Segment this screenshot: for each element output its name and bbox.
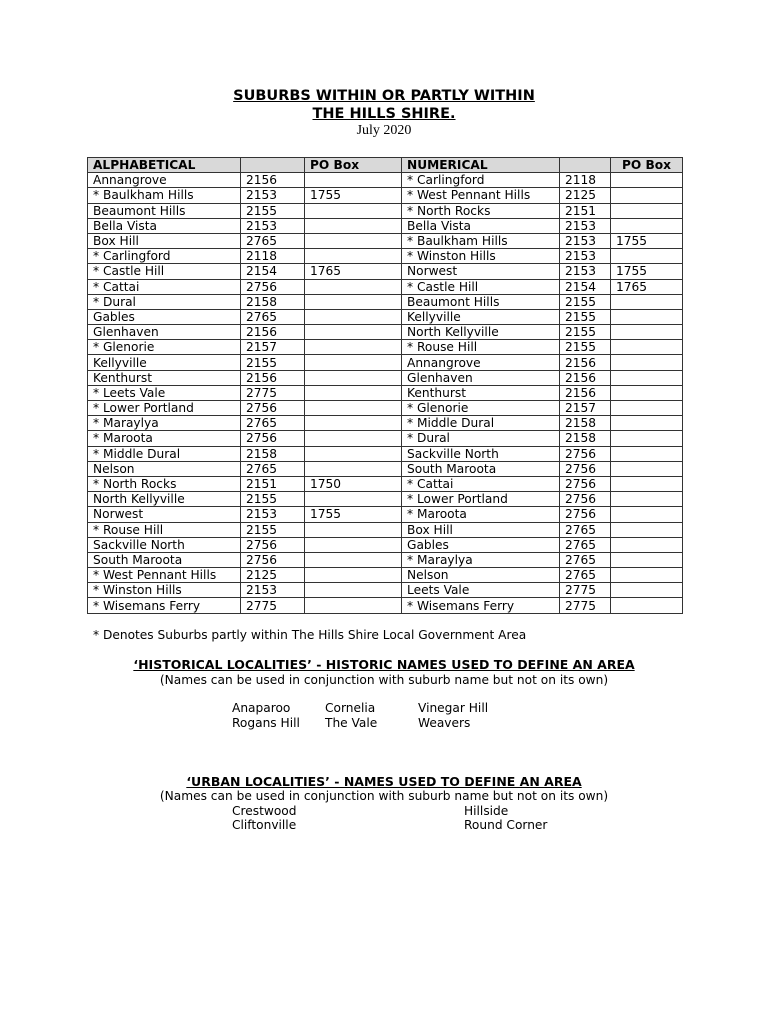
suburb-alphabetical-cell: North Kellyville bbox=[88, 492, 241, 507]
suburb-numerical-cell: * Dural bbox=[402, 431, 560, 446]
postcode-cell: 2756 bbox=[560, 476, 611, 491]
suburbs-table bbox=[87, 157, 683, 614]
postcode-cell: 2153 bbox=[241, 218, 305, 233]
suburb-numerical-cell: Leets Vale bbox=[402, 583, 560, 598]
postcode-cell: 2756 bbox=[241, 401, 305, 416]
po-box-cell bbox=[305, 309, 402, 324]
postcode-cell: 2155 bbox=[560, 294, 611, 309]
suburb-alphabetical-cell: * Rouse Hill bbox=[88, 522, 241, 537]
historical-localities-subtitle: (Names can be used in conjunction with suburb name but not on its own) bbox=[159, 673, 609, 687]
suburb-numerical-cell: Beaumont Hills bbox=[402, 294, 560, 309]
po-box-cell bbox=[611, 173, 683, 188]
suburb-numerical-cell: * Castle Hill bbox=[402, 279, 560, 294]
suburb-numerical-cell: Nelson bbox=[402, 568, 560, 583]
postcode-cell: 2756 bbox=[241, 537, 305, 552]
table-row bbox=[88, 507, 683, 522]
suburb-alphabetical-cell: Norwest bbox=[88, 507, 241, 522]
table-row bbox=[88, 203, 683, 218]
suburb-alphabetical-cell: * Dural bbox=[88, 294, 241, 309]
suburb-numerical-cell: * West Pennant Hills bbox=[402, 188, 560, 203]
po-box-cell bbox=[611, 476, 683, 491]
suburb-numerical-cell: Gables bbox=[402, 537, 560, 552]
postcode-cell: 2756 bbox=[241, 279, 305, 294]
po-box-cell bbox=[611, 355, 683, 370]
po-box-cell bbox=[611, 203, 683, 218]
postcode-cell: 2765 bbox=[241, 233, 305, 248]
postcode-cell: 2765 bbox=[241, 309, 305, 324]
suburb-numerical-cell: * Lower Portland bbox=[402, 492, 560, 507]
po-box-cell bbox=[611, 416, 683, 431]
table-row bbox=[88, 598, 683, 613]
suburb-alphabetical-cell: * Maraylya bbox=[88, 416, 241, 431]
postcode-cell: 2155 bbox=[241, 355, 305, 370]
postcode-cell: 2155 bbox=[560, 340, 611, 355]
po-box-cell bbox=[305, 370, 402, 385]
po-box-cell: 1755 bbox=[611, 264, 683, 279]
table-row bbox=[88, 552, 683, 567]
suburb-alphabetical-cell: Nelson bbox=[88, 461, 241, 476]
po-box-cell bbox=[305, 522, 402, 537]
suburb-numerical-cell: Kellyville bbox=[402, 309, 560, 324]
po-box-cell bbox=[611, 218, 683, 233]
table-row bbox=[88, 492, 683, 507]
table-row bbox=[88, 370, 683, 385]
document-date: July 2020 bbox=[356, 123, 412, 138]
suburb-alphabetical-cell: South Maroota bbox=[88, 552, 241, 567]
header-po-box-2: PO Box bbox=[611, 158, 683, 173]
postcode-cell: 2156 bbox=[560, 385, 611, 400]
postcode-cell: 2155 bbox=[241, 522, 305, 537]
postcode-cell: 2155 bbox=[241, 492, 305, 507]
po-box-cell bbox=[305, 203, 402, 218]
postcode-cell: 2158 bbox=[560, 416, 611, 431]
table-row bbox=[88, 325, 683, 340]
suburb-alphabetical-cell: Glenhaven bbox=[88, 325, 241, 340]
po-box-cell bbox=[305, 355, 402, 370]
postcode-cell: 2756 bbox=[560, 446, 611, 461]
suburb-alphabetical-cell: * West Pennant Hills bbox=[88, 568, 241, 583]
postcode-cell: 2125 bbox=[241, 568, 305, 583]
historical-locality: Rogans Hill bbox=[232, 716, 300, 730]
suburb-numerical-cell: Glenhaven bbox=[402, 370, 560, 385]
po-box-cell bbox=[611, 461, 683, 476]
po-box-cell bbox=[611, 583, 683, 598]
postcode-cell: 2765 bbox=[560, 537, 611, 552]
suburb-alphabetical-cell: * Wisemans Ferry bbox=[88, 598, 241, 613]
suburb-numerical-cell: Kenthurst bbox=[402, 385, 560, 400]
po-box-cell bbox=[305, 294, 402, 309]
table-body bbox=[88, 173, 683, 613]
suburb-alphabetical-cell: Beaumont Hills bbox=[88, 203, 241, 218]
postcode-cell: 2125 bbox=[560, 188, 611, 203]
postcode-cell: 2765 bbox=[241, 416, 305, 431]
header-postcode-2 bbox=[560, 158, 611, 173]
table-row bbox=[88, 416, 683, 431]
postcode-cell: 2155 bbox=[560, 325, 611, 340]
po-box-cell bbox=[611, 385, 683, 400]
po-box-cell bbox=[611, 249, 683, 264]
table-row bbox=[88, 583, 683, 598]
suburb-numerical-cell: Box Hill bbox=[402, 522, 560, 537]
po-box-cell bbox=[305, 461, 402, 476]
table-row bbox=[88, 279, 683, 294]
po-box-cell bbox=[611, 446, 683, 461]
postcode-cell: 2153 bbox=[560, 218, 611, 233]
po-box-cell bbox=[611, 370, 683, 385]
postcode-cell: 2756 bbox=[560, 461, 611, 476]
postcode-cell: 2156 bbox=[560, 355, 611, 370]
table-row bbox=[88, 446, 683, 461]
po-box-cell bbox=[305, 325, 402, 340]
postcode-cell: 2153 bbox=[241, 188, 305, 203]
postcode-cell: 2775 bbox=[241, 598, 305, 613]
postcode-cell: 2155 bbox=[241, 203, 305, 218]
suburb-alphabetical-cell: Kenthurst bbox=[88, 370, 241, 385]
postcode-cell: 2775 bbox=[560, 583, 611, 598]
suburb-alphabetical-cell: * Winston Hills bbox=[88, 583, 241, 598]
table-row bbox=[88, 461, 683, 476]
suburb-alphabetical-cell: * Leets Vale bbox=[88, 385, 241, 400]
suburb-numerical-cell: * Carlingford bbox=[402, 173, 560, 188]
suburb-alphabetical-cell: Sackville North bbox=[88, 537, 241, 552]
urban-locality: Crestwood bbox=[232, 804, 297, 818]
table-row bbox=[88, 218, 683, 233]
po-box-cell bbox=[305, 568, 402, 583]
table-row bbox=[88, 385, 683, 400]
postcode-cell: 2153 bbox=[560, 233, 611, 248]
suburb-alphabetical-cell: Bella Vista bbox=[88, 218, 241, 233]
po-box-cell bbox=[305, 416, 402, 431]
table-row bbox=[88, 401, 683, 416]
postcode-cell: 2775 bbox=[560, 598, 611, 613]
table-row bbox=[88, 294, 683, 309]
postcode-cell: 2158 bbox=[241, 294, 305, 309]
suburb-numerical-cell: * Baulkham Hills bbox=[402, 233, 560, 248]
historical-locality: Weavers bbox=[418, 716, 471, 730]
po-box-cell bbox=[305, 492, 402, 507]
po-box-cell bbox=[611, 492, 683, 507]
document-title-line-1: SUBURBS WITHIN OR PARTLY WITHIN bbox=[233, 88, 535, 104]
postcode-cell: 2157 bbox=[560, 401, 611, 416]
postcode-cell: 2118 bbox=[560, 173, 611, 188]
suburb-alphabetical-cell: Box Hill bbox=[88, 233, 241, 248]
po-box-cell bbox=[305, 537, 402, 552]
suburb-numerical-cell: North Kellyville bbox=[402, 325, 560, 340]
table-row bbox=[88, 264, 683, 279]
po-box-cell bbox=[305, 279, 402, 294]
postcode-cell: 2151 bbox=[560, 203, 611, 218]
po-box-cell bbox=[611, 401, 683, 416]
postcode-cell: 2155 bbox=[560, 309, 611, 324]
postcode-cell: 2156 bbox=[241, 370, 305, 385]
table-row bbox=[88, 188, 683, 203]
postcode-cell: 2154 bbox=[241, 264, 305, 279]
suburb-alphabetical-cell: * Castle Hill bbox=[88, 264, 241, 279]
suburb-alphabetical-cell: * Carlingford bbox=[88, 249, 241, 264]
historical-locality: The Vale bbox=[325, 716, 378, 730]
postcode-cell: 2153 bbox=[241, 583, 305, 598]
postcode-cell: 2156 bbox=[241, 173, 305, 188]
po-box-cell: 1765 bbox=[305, 264, 402, 279]
po-box-cell bbox=[611, 309, 683, 324]
postcode-cell: 2153 bbox=[241, 507, 305, 522]
table-row bbox=[88, 249, 683, 264]
po-box-cell bbox=[305, 446, 402, 461]
po-box-cell: 1755 bbox=[305, 507, 402, 522]
postcode-cell: 2153 bbox=[560, 249, 611, 264]
table-row bbox=[88, 537, 683, 552]
postcode-cell: 2156 bbox=[241, 325, 305, 340]
postcode-cell: 2756 bbox=[241, 431, 305, 446]
postcode-cell: 2775 bbox=[241, 385, 305, 400]
historical-locality: Cornelia bbox=[325, 701, 376, 715]
postcode-cell: 2118 bbox=[241, 249, 305, 264]
header-numerical: NUMERICAL bbox=[402, 158, 560, 173]
po-box-cell: 1755 bbox=[611, 233, 683, 248]
po-box-cell bbox=[611, 522, 683, 537]
historical-locality: Anaparoo bbox=[232, 701, 291, 715]
po-box-cell bbox=[305, 340, 402, 355]
po-box-cell bbox=[611, 188, 683, 203]
historical-localities-title: ‘HISTORICAL LOCALITIES’ - HISTORIC NAMES USED TO DEFINE AN AREA bbox=[133, 657, 635, 672]
po-box-cell: 1750 bbox=[305, 476, 402, 491]
table-row bbox=[88, 568, 683, 583]
po-box-cell bbox=[611, 507, 683, 522]
urban-locality: Hillside bbox=[464, 804, 509, 818]
table-row bbox=[88, 355, 683, 370]
po-box-cell bbox=[305, 249, 402, 264]
suburb-numerical-cell: * North Rocks bbox=[402, 203, 560, 218]
suburb-alphabetical-cell: * Middle Dural bbox=[88, 446, 241, 461]
po-box-cell bbox=[305, 385, 402, 400]
po-box-cell bbox=[305, 598, 402, 613]
po-box-cell bbox=[305, 173, 402, 188]
po-box-cell bbox=[611, 325, 683, 340]
po-box-cell bbox=[611, 568, 683, 583]
po-box-cell bbox=[611, 294, 683, 309]
po-box-cell bbox=[305, 218, 402, 233]
table-row bbox=[88, 340, 683, 355]
suburb-numerical-cell: * Winston Hills bbox=[402, 249, 560, 264]
postcode-cell: 2157 bbox=[241, 340, 305, 355]
postcode-cell: 2156 bbox=[560, 370, 611, 385]
po-box-cell bbox=[305, 583, 402, 598]
suburb-numerical-cell: Sackville North bbox=[402, 446, 560, 461]
postcode-cell: 2158 bbox=[560, 431, 611, 446]
suburb-alphabetical-cell: Annangrove bbox=[88, 173, 241, 188]
suburb-numerical-cell: Annangrove bbox=[402, 355, 560, 370]
suburb-numerical-cell: * Maraylya bbox=[402, 552, 560, 567]
po-box-cell bbox=[305, 233, 402, 248]
urban-localities-subtitle: (Names can be used in conjunction with suburb name but not on its own) bbox=[159, 789, 609, 803]
suburb-numerical-cell: Bella Vista bbox=[402, 218, 560, 233]
postcode-cell: 2765 bbox=[560, 522, 611, 537]
suburb-alphabetical-cell: * Maroota bbox=[88, 431, 241, 446]
po-box-cell bbox=[611, 552, 683, 567]
postcode-cell: 2154 bbox=[560, 279, 611, 294]
table-row bbox=[88, 233, 683, 248]
urban-localities-title: ‘URBAN LOCALITIES’ - NAMES USED TO DEFINE AN AREA bbox=[186, 774, 582, 789]
po-box-cell bbox=[305, 401, 402, 416]
postcode-cell: 2765 bbox=[560, 568, 611, 583]
postcode-cell: 2153 bbox=[560, 264, 611, 279]
historical-locality: Vinegar Hill bbox=[418, 701, 489, 715]
po-box-cell: 1765 bbox=[611, 279, 683, 294]
postcode-cell: 2158 bbox=[241, 446, 305, 461]
po-box-cell bbox=[305, 431, 402, 446]
postcode-cell: 2756 bbox=[560, 507, 611, 522]
header-po-box-1: PO Box bbox=[305, 158, 402, 173]
po-box-cell bbox=[305, 552, 402, 567]
footnote: * Denotes Suburbs partly within The Hills Shire Local Government Area bbox=[93, 628, 527, 642]
po-box-cell bbox=[611, 340, 683, 355]
table-row bbox=[88, 431, 683, 446]
table-row bbox=[88, 476, 683, 491]
suburb-numerical-cell: * Cattai bbox=[402, 476, 560, 491]
suburb-numerical-cell: Norwest bbox=[402, 264, 560, 279]
postcode-cell: 2756 bbox=[560, 492, 611, 507]
po-box-cell bbox=[611, 537, 683, 552]
header-alphabetical: ALPHABETICAL bbox=[88, 158, 241, 173]
table-row bbox=[88, 522, 683, 537]
suburb-numerical-cell: South Maroota bbox=[402, 461, 560, 476]
suburb-alphabetical-cell: Kellyville bbox=[88, 355, 241, 370]
suburb-alphabetical-cell: * North Rocks bbox=[88, 476, 241, 491]
header-postcode-1 bbox=[241, 158, 305, 173]
suburb-numerical-cell: * Glenorie bbox=[402, 401, 560, 416]
postcode-cell: 2756 bbox=[241, 552, 305, 567]
postcode-cell: 2765 bbox=[560, 552, 611, 567]
po-box-cell bbox=[611, 431, 683, 446]
postcode-cell: 2151 bbox=[241, 476, 305, 491]
po-box-cell: 1755 bbox=[305, 188, 402, 203]
suburb-numerical-cell: * Maroota bbox=[402, 507, 560, 522]
table-row bbox=[88, 173, 683, 188]
suburb-alphabetical-cell: * Glenorie bbox=[88, 340, 241, 355]
suburb-numerical-cell: * Wisemans Ferry bbox=[402, 598, 560, 613]
po-box-cell bbox=[611, 598, 683, 613]
suburb-alphabetical-cell: * Lower Portland bbox=[88, 401, 241, 416]
suburb-numerical-cell: * Middle Dural bbox=[402, 416, 560, 431]
suburb-alphabetical-cell: * Baulkham Hills bbox=[88, 188, 241, 203]
table-header-row bbox=[88, 158, 683, 173]
suburb-alphabetical-cell: * Cattai bbox=[88, 279, 241, 294]
urban-locality: Cliftonville bbox=[232, 818, 297, 832]
suburb-alphabetical-cell: Gables bbox=[88, 309, 241, 324]
urban-locality: Round Corner bbox=[464, 818, 548, 832]
suburb-numerical-cell: * Rouse Hill bbox=[402, 340, 560, 355]
document-title-line-2: THE HILLS SHIRE. bbox=[312, 106, 456, 122]
table-row bbox=[88, 309, 683, 324]
postcode-cell: 2765 bbox=[241, 461, 305, 476]
